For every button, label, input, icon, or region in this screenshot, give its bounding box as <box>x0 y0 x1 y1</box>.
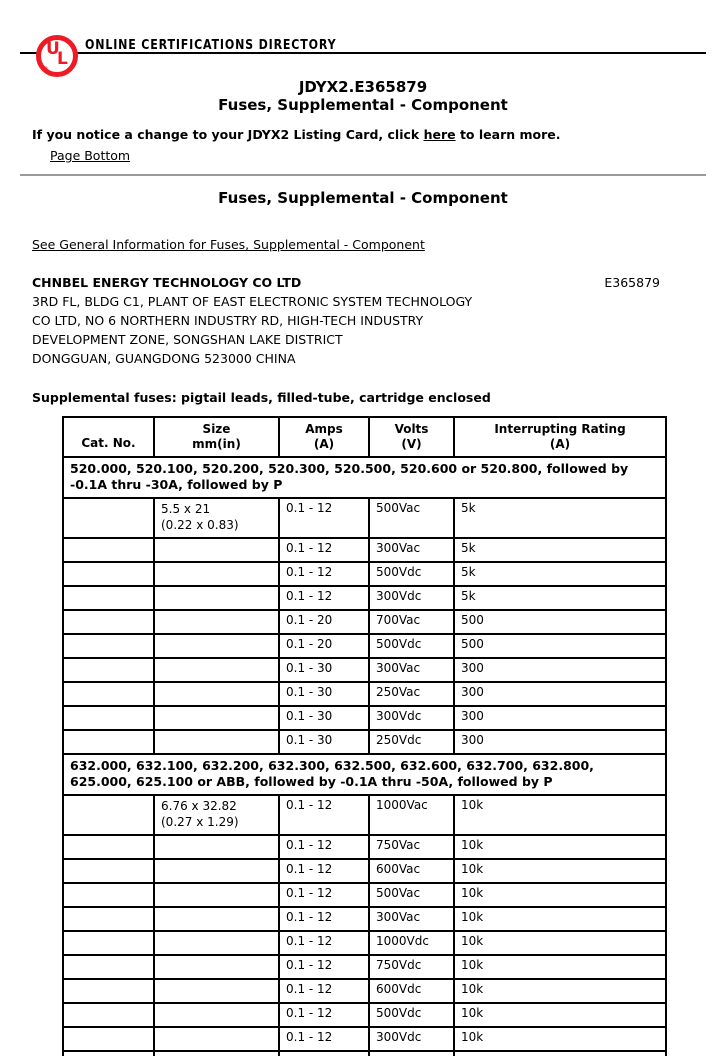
col-header-interrupting-rating <box>454 417 666 457</box>
amps-cell: 0.1 - 20 <box>279 610 369 634</box>
amps-cell: 0.1 - 12 <box>279 538 369 562</box>
cat-no-cell <box>63 538 154 562</box>
product-description: Supplemental fuses: pigtail leads, filled-tube, cartridge enclosed <box>32 390 491 405</box>
col-header-subtext: (V) <box>401 437 422 451</box>
table-row <box>63 907 666 931</box>
col-header-subtext: mm(in) <box>192 437 241 451</box>
volts-cell: 300Vac <box>369 538 454 562</box>
amps-cell: 0.1 - 30 <box>279 730 369 754</box>
size-cell <box>154 979 279 1003</box>
volts-cell: 500Vac <box>369 498 454 538</box>
cat-no-cell <box>63 730 154 754</box>
volts-cell: 500Vac <box>369 883 454 907</box>
amps-cell: 0.1 - 12 <box>279 883 369 907</box>
table-row <box>63 955 666 979</box>
cat-no-cell <box>63 979 154 1003</box>
size-cell <box>154 610 279 634</box>
section-heading-text: 632.000, 632.100, 632.200, 632.300, 632.500, 632.600, 632.700, 632.800, 625.000, 625.100 or ABB, followed by -0.1A thru -50A, followed by P <box>63 754 666 795</box>
size-in-text: (0.27 x 1.29) <box>161 815 239 829</box>
page-bottom-link[interactable]: Page Bottom <box>50 148 131 163</box>
amps-cell: 0.1 - 30 <box>279 706 369 730</box>
here-link[interactable]: here <box>423 127 456 142</box>
amps-cell: 0.1 - 30 <box>279 682 369 706</box>
table-row <box>63 730 666 754</box>
amps-cell: 0.1 - 12 <box>279 1003 369 1027</box>
table-section-heading-row <box>63 754 666 795</box>
company-address-line: DEVELOPMENT ZONE, SONGSHAN LAKE DISTRICT <box>32 332 343 347</box>
file-number: E365879 <box>604 275 660 290</box>
rating-cell: 10k <box>454 835 666 859</box>
cat-no-cell <box>63 859 154 883</box>
table-row <box>63 586 666 610</box>
cat-no-cell <box>63 907 154 931</box>
size-cell <box>154 1027 279 1051</box>
volts-cell: 300Vdc <box>369 1027 454 1051</box>
table-row <box>63 795 666 835</box>
size-cell <box>154 931 279 955</box>
rating-cell: 10k <box>454 1027 666 1051</box>
amps-cell: 0.1 - 12 <box>279 859 369 883</box>
col-header-text: Amps <box>305 422 343 436</box>
size-mm-text: 6.76 x 32.82 <box>161 799 237 813</box>
size-cell <box>154 859 279 883</box>
company-address-line: DONGGUAN, GUANGDONG 523000 CHINA <box>32 351 296 366</box>
general-information-link[interactable]: See General Information for Fuses, Supplemental - Component <box>32 237 425 252</box>
cat-no-cell <box>63 586 154 610</box>
rating-cell: 5k <box>454 498 666 538</box>
section-title: Fuses, Supplemental - Component <box>218 189 508 207</box>
cat-no-cell <box>63 682 154 706</box>
rating-cell: 10k <box>454 955 666 979</box>
table-row <box>63 1003 666 1027</box>
amps-cell: 0.1 - 12 <box>279 979 369 1003</box>
volts-cell: 700Vac <box>369 610 454 634</box>
rating-cell: 5k <box>454 562 666 586</box>
table-row <box>63 835 666 859</box>
size-cell <box>154 538 279 562</box>
size-cell <box>154 835 279 859</box>
volts-cell: 300Vdc <box>369 586 454 610</box>
rating-cell: 10k <box>454 859 666 883</box>
fuse-table-body <box>63 457 666 1056</box>
company-name: CHNBEL ENERGY TECHNOLOGY CO LTD <box>32 275 302 290</box>
size-cell <box>154 658 279 682</box>
cat-no-cell <box>63 562 154 586</box>
rating-cell: 300 <box>454 682 666 706</box>
ul-logo-letter-l: L <box>57 49 68 69</box>
cat-no-cell <box>63 931 154 955</box>
size-cell <box>154 586 279 610</box>
col-header-amps <box>279 417 369 457</box>
rating-cell: 500 <box>454 610 666 634</box>
amps-cell: 0.1 - 12 <box>279 795 369 835</box>
volts-cell: 300Vdc <box>369 706 454 730</box>
company-block <box>32 273 726 368</box>
rating-cell: 10k <box>454 883 666 907</box>
size-cell <box>154 562 279 586</box>
volts-cell: 250Vac <box>369 682 454 706</box>
section-divider <box>20 174 706 176</box>
size-cell <box>154 955 279 979</box>
section-heading-text: 520.000, 520.100, 520.200, 520.300, 520.500, 520.600 or 520.800, followed by -0.1A thru -30A, followed by P <box>63 457 666 498</box>
cat-no-cell <box>63 498 154 538</box>
col-header-cat-no <box>63 417 154 457</box>
amps-cell: 0.1 - 20 <box>279 634 369 658</box>
table-row <box>63 538 666 562</box>
size-mm-text: 5.5 x 21 <box>161 502 211 516</box>
amps-cell: 0.1 - 12 <box>279 931 369 955</box>
cat-no-cell <box>63 955 154 979</box>
volts-cell: 500Vdc <box>369 634 454 658</box>
directory-title: ONLINE CERTIFICATIONS DIRECTORY <box>85 37 337 53</box>
size-cell <box>154 706 279 730</box>
volts-cell: 500Vdc <box>369 562 454 586</box>
size-cell <box>154 883 279 907</box>
rating-cell: 300 <box>454 730 666 754</box>
size-cell <box>154 634 279 658</box>
col-header-subtext: (A) <box>313 437 335 451</box>
table-section-heading-row <box>63 457 666 498</box>
rating-cell: 5k <box>454 538 666 562</box>
size-cell <box>154 1003 279 1027</box>
table-row <box>63 610 666 634</box>
cat-no-cell <box>63 795 154 835</box>
table-row <box>63 682 666 706</box>
cat-no-cell <box>63 883 154 907</box>
amps-cell: 0.1 - 12 <box>279 498 369 538</box>
cat-no-cell <box>63 1003 154 1027</box>
table-row <box>63 859 666 883</box>
col-header-size <box>154 417 279 457</box>
table-row <box>63 562 666 586</box>
volts-cell: 1000Vac <box>369 795 454 835</box>
category-title: Fuses, Supplemental - Component <box>218 96 508 114</box>
document-title <box>0 78 726 114</box>
ul-logo-icon <box>36 35 78 77</box>
size-cell <box>154 730 279 754</box>
table-row <box>63 883 666 907</box>
registered-trademark-icon: ® <box>43 66 49 73</box>
volts-cell: 750Vdc <box>369 955 454 979</box>
rating-cell: 10k <box>454 1003 666 1027</box>
amps-cell: 0.1 - 12 <box>279 835 369 859</box>
rating-cell: 500 <box>454 634 666 658</box>
table-row <box>63 498 666 538</box>
table-row <box>63 634 666 658</box>
volts-cell: 500Vdc <box>369 1003 454 1027</box>
size-in-text: (0.22 x 0.83) <box>161 518 239 532</box>
company-address-line: 3RD FL, BLDG C1, PLANT OF EAST ELECTRONIC SYSTEM TECHNOLOGY <box>32 294 473 309</box>
cat-no-cell <box>63 1027 154 1051</box>
table-row <box>63 1027 666 1051</box>
volts-cell: 600Vdc <box>369 979 454 1003</box>
col-header-text: Interrupting Rating <box>494 422 626 436</box>
col-header-text: Size <box>202 422 231 436</box>
company-address-line: CO LTD, NO 6 NORTHERN INDUSTRY RD, HIGH-TECH INDUSTRY <box>32 313 424 328</box>
cat-no-cell <box>63 706 154 730</box>
volts-cell: 300Vac <box>369 907 454 931</box>
size-cell <box>154 795 279 835</box>
table-row <box>63 658 666 682</box>
rating-cell: 300 <box>454 706 666 730</box>
table-row <box>63 706 666 730</box>
amps-cell: 0.1 - 12 <box>279 907 369 931</box>
rating-cell: 5k <box>454 586 666 610</box>
rating-cell: 10k <box>454 795 666 835</box>
fuse-ratings-table <box>62 416 667 1056</box>
rating-cell: 300 <box>454 658 666 682</box>
col-header-volts <box>369 417 454 457</box>
col-header-text: Cat. No. <box>81 436 136 450</box>
page-header <box>0 0 726 76</box>
amps-cell: 0.1 - 12 <box>279 562 369 586</box>
volts-cell: 600Vac <box>369 859 454 883</box>
cat-no-cell <box>63 610 154 634</box>
listing-number-title: JDYX2.E365879 <box>298 78 428 96</box>
notice-text-before: If you notice a change to your JDYX2 Listing Card, click <box>32 127 424 142</box>
size-cell <box>154 907 279 931</box>
table-header-row <box>63 417 666 457</box>
col-header-text: Volts <box>394 422 429 436</box>
table-row <box>63 931 666 955</box>
amps-cell: 0.1 - 12 <box>279 586 369 610</box>
cat-no-cell <box>63 835 154 859</box>
amps-cell: 0.1 - 12 <box>279 955 369 979</box>
amps-cell: 0.1 - 12 <box>279 1027 369 1051</box>
ul-logo-letter-u: U <box>46 39 60 59</box>
amps-cell: 0.1 - 30 <box>279 658 369 682</box>
change-notice <box>32 127 726 142</box>
rating-cell: 10k <box>454 979 666 1003</box>
size-cell <box>154 498 279 538</box>
volts-cell: 300Vac <box>369 658 454 682</box>
rating-cell: 10k <box>454 907 666 931</box>
volts-cell: 250Vdc <box>369 730 454 754</box>
table-row <box>63 979 666 1003</box>
rating-cell: 10k <box>454 931 666 955</box>
notice-text-after: to learn more. <box>455 127 561 142</box>
volts-cell: 1000Vdc <box>369 931 454 955</box>
cat-no-cell <box>63 658 154 682</box>
volts-cell: 750Vac <box>369 835 454 859</box>
size-cell <box>154 682 279 706</box>
col-header-subtext: (A) <box>549 437 571 451</box>
cat-no-cell <box>63 634 154 658</box>
